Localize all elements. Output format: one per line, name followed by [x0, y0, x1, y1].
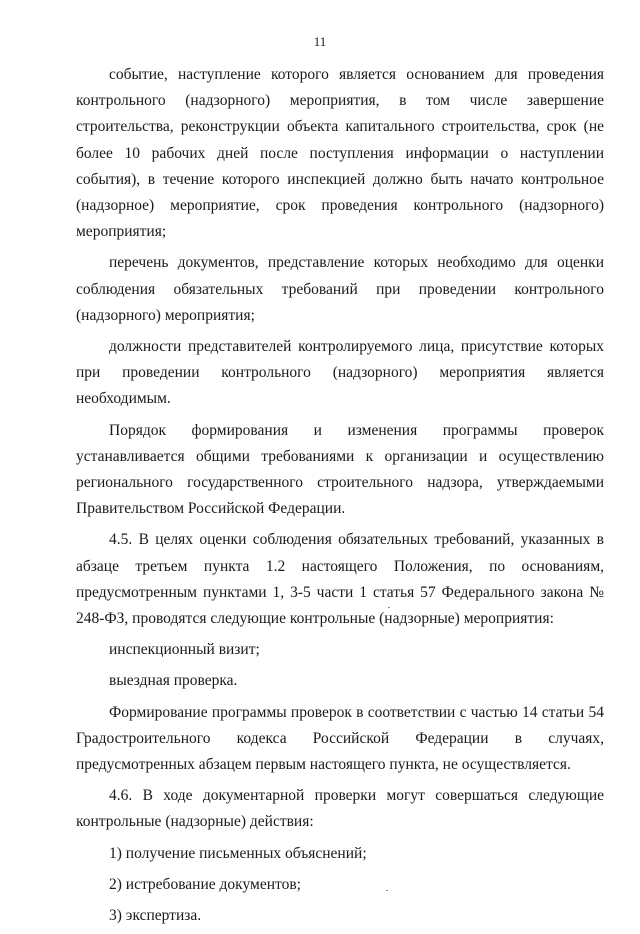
- paragraph-representatives: должности представителей контролируемого лица, присутствие которых при проведении контрольного (надзорного) мероприятия является необходимым.: [76, 338, 604, 408]
- scan-speck: [388, 607, 390, 608]
- paragraph-document-list: перечень документов, представление которых необходимо для оценки соблюдения обязательных требований при проведении контрольного (надзорного) мероприятия;: [76, 254, 604, 324]
- list-item-inspection-visit: инспекционный визит;: [109, 641, 260, 659]
- list-item-expertise: 3) экспертиза.: [109, 907, 202, 925]
- scan-speck: [386, 890, 388, 891]
- paragraph-4-6: 4.6. В ходе документарной проверки могут совершаться следующие контрольные (надзорные) действия:: [76, 787, 604, 831]
- paragraph-4-5: 4.5. В целях оценки соблюдения обязательных требований, указанных в абзаце третьем пункта 1.2 настоящего Положения, по основаниям, предусмотренным пунктами 1, 3-5 части 1 статья 57 Федерального закона № 248-ФЗ, проводятся следующие контрольные (надзорные) мероприятия:: [76, 531, 604, 628]
- page-number: 11: [313, 34, 327, 49]
- list-item-explanations: 1) получение письменных объяснений;: [109, 844, 367, 862]
- list-item-documents-request: 2) истребование документов;: [109, 875, 301, 893]
- document-body: [76, 62, 604, 934]
- paragraph-event: событие, наступление которого является основанием для проведения контрольного (надзорного) мероприятия, в том числе завершение строительства, реконструкции объекта капитального строительства, срок (не более 10 рабочих дней после поступления информации о наступлении события), в течение которого инспекцией должно быть начато контрольное (надзорное) мероприятие, срок проведения контрольного (надзорного) мероприятия;: [76, 66, 604, 241]
- list-item-field-inspection: выездная проверка.: [109, 672, 238, 690]
- paragraph-program-formation: Формирование программы проверок в соответствии с частью 14 статьи 54 Градостроительного кодекса Российской Федерации в случаях, предусмотренных абзацем первым настоящего пункта, не осуществляется.: [76, 703, 604, 774]
- paragraph-program-procedure: Порядок формирования и изменения программы проверок устанавливается общими требованиями к организации и осуществлению регионального государственного строительного надзора, утверждаемыми Правительством Российской Федерации.: [76, 421, 604, 518]
